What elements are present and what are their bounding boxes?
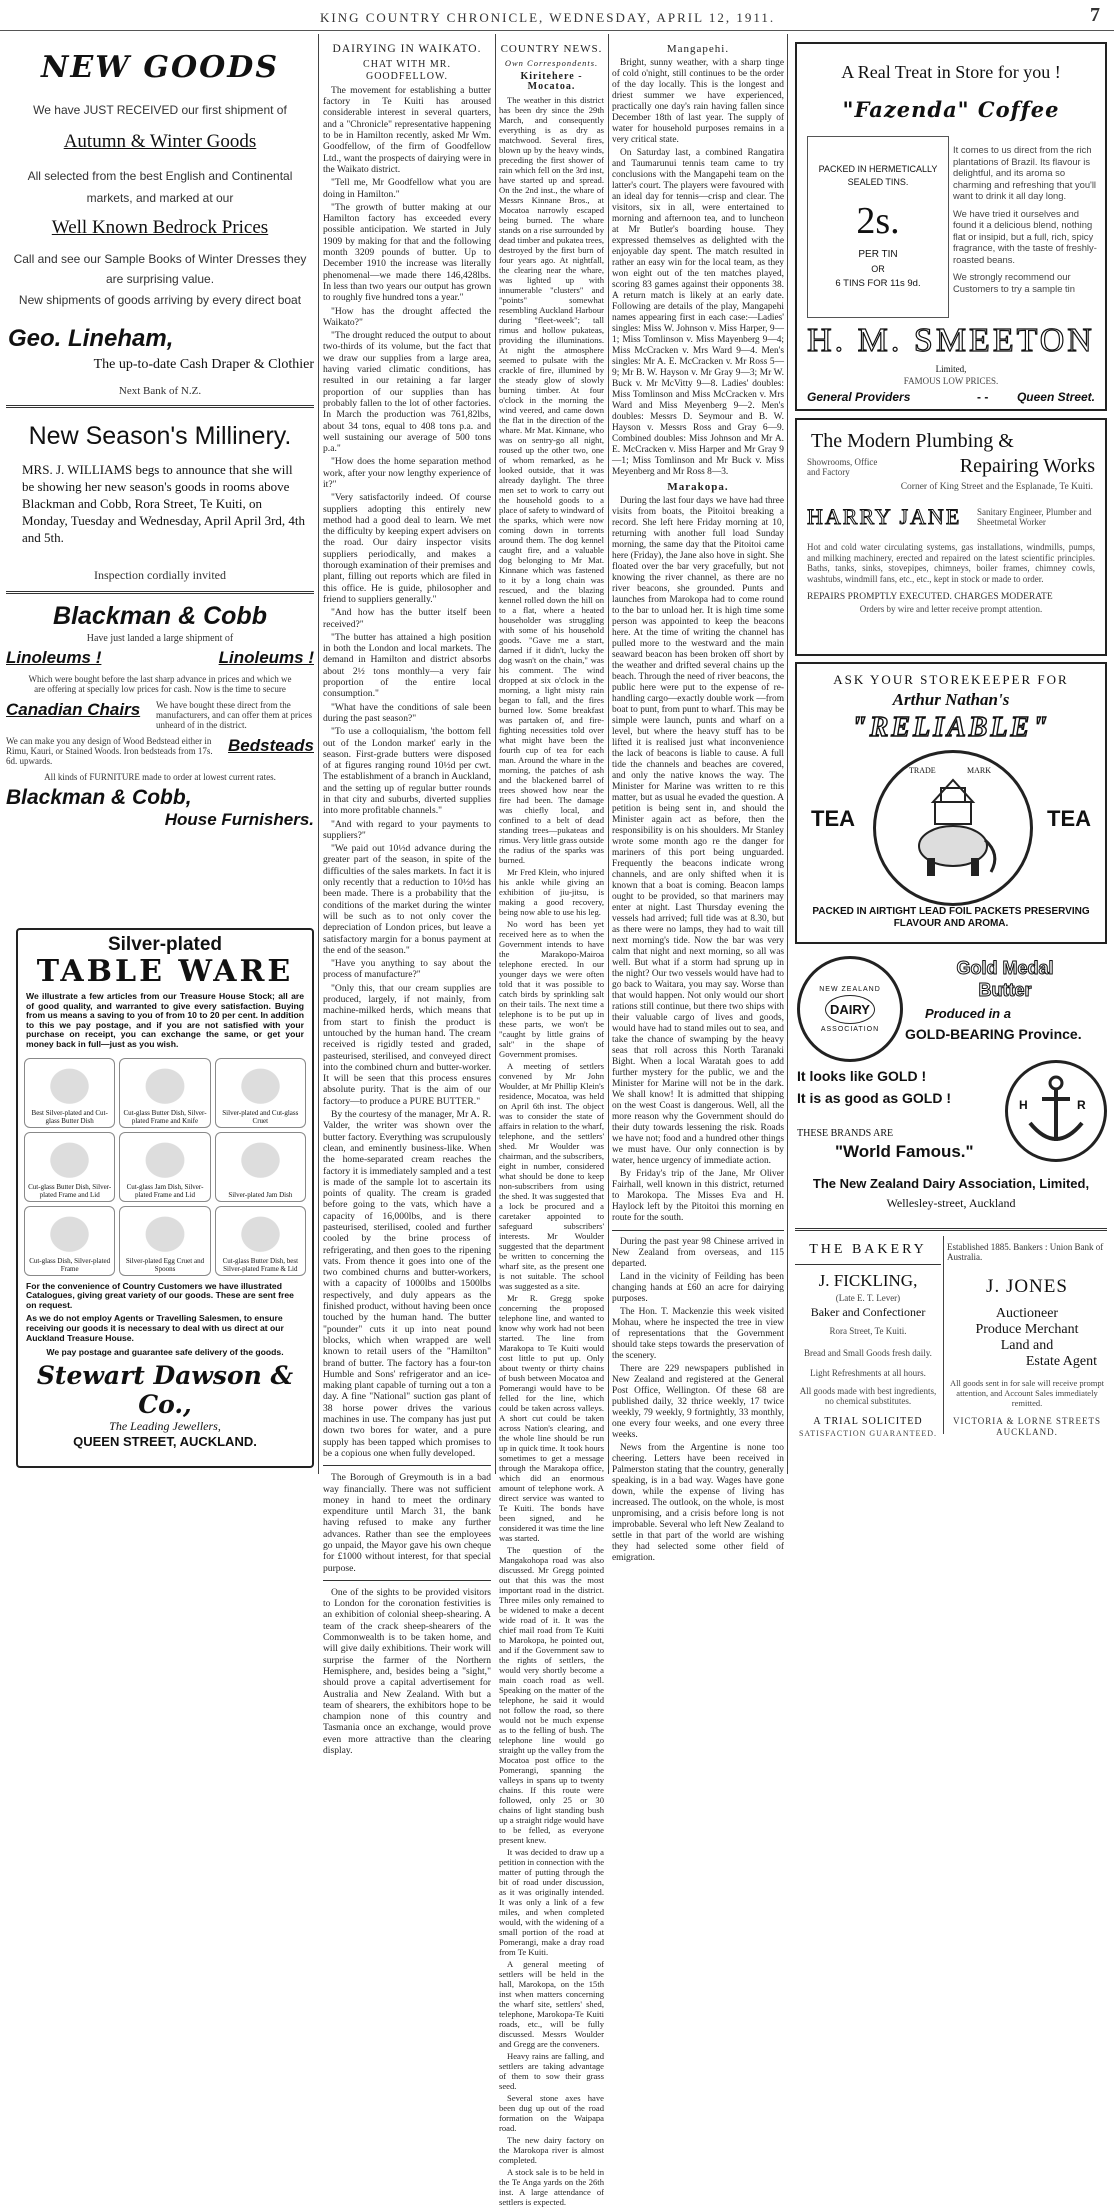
ad-plumbing (795, 418, 1107, 656)
divider (795, 1228, 1107, 1231)
mangapehi-title: Mangapehi. (666, 43, 730, 55)
marakopa-title: Marakopa. (667, 481, 729, 493)
millinery-footer: Inspection cordially invited (94, 568, 226, 582)
smeeton-general: General Providers (807, 390, 911, 404)
article-paragraph: "The drought reduced the output to about two-thirds of its volume, but the fact that we draw our supplies from a large area, having varied climatic conditions, has resulted in our retaining a far larger proportion of our supplies than has probably fallen to the lot of other factories. In March the production was 761,82lbs, about 34 tons, equal to 408 tons p.a. and well sustaining our average of 500 tons p.a." (323, 330, 491, 455)
divider (323, 1580, 491, 1581)
bedsteads-body: We can make you any design of Wood Bedstead either in Rimu, Kauri, or Stained Woods. Iron bedsteads from 17s. 6d. upwards. (6, 736, 213, 766)
left-ads-column (6, 40, 314, 1476)
butter-good: It is as good as GOLD ! (797, 1090, 952, 1106)
article-paragraph: One of the sights to be provided visitors to London for the coronation festivities is an exhibition of colonial sheep-shearing. A team of the crack sheep-shearers of the Commonwealth is to be taken home, and will give daily exhibitions. Their work will surprise the farmer of the Northern Hemisphere, and, besides being a "sight," should prove a capital advertisement for Australia and New Zealand. With but a team of shearers, the exhibitors hope to be champion none of this country and Tasmania once an exchange, would prove even more attractive than the clearing display. (323, 1586, 491, 1757)
tableware-item (119, 1206, 210, 1276)
tableware-item (24, 1058, 115, 1128)
article-paragraph: "And how has the butter itself been received?" (323, 607, 491, 630)
tea-packed: PACKED IN AIRTIGHT LEAD FOIL PACKETS PRESERVING FLAVOUR AND AROMA. (812, 906, 1090, 929)
tea-name: Arthur Nathan's (892, 690, 1010, 709)
tableware-item (119, 1132, 210, 1202)
article-paragraph: It was decided to draw up a petition in connection with the matter of putting through the bit of road under discussion, as it was originally intended. It was only a link of a few miles, and when completed would, with the widening of a small portion of the road at Pomerangi, make a dray road from Te Kuiti. (499, 1847, 605, 1957)
country-news-column (499, 40, 605, 2207)
article-paragraph: "How has the drought affected the Waikato?" (323, 305, 491, 328)
plumbing-headline-2: Repairing Works (959, 455, 1095, 477)
article-paragraph: The question of the Mangakohopa road was also discussed. Mr Gregg pointed out that this was the most important road in the district. Three miles only remained to be widened to make a decent wide road of it. It was the chief mail road from Te Kuiti to Marokopa, he pointed out, and if the Government saw to the rights of settlers, the would very shortly become a main coach road as well. Speaking on the matter of the telephone, he said it would not follow the road, so there would not be much expense as to the felling of bush. The telephone line would go straight up the valley from the Mocatoa post office to the Pomerangi, spanning the valleys in spans up to twenty chains. If this route were followed, only 25 or 30 chains of light standing bush up a straight ridge would have to be felled, as everyone present knew. (499, 1545, 604, 1845)
blackman-footer-tag: House Furnishers. (164, 810, 314, 829)
coffee-desc-1: It comes to us direct from the rich plantations of Brazil. Its flavour is delightful, and its aroma so charming and refreshing that you'll want to drink it all day long. (953, 144, 1097, 201)
plumbing-headline-1: The Modern Plumbing & (811, 430, 1014, 452)
bedsteads-headline: Bedsteads (228, 736, 314, 755)
dairying-sub: CHAT WITH MR. GOODFELLOW. (363, 59, 451, 82)
dairying-column (323, 40, 491, 1757)
bakery-satisfaction: SATISFACTION GUARANTEED. (798, 1429, 938, 1438)
smeeton-street: Queen Street. (1016, 390, 1095, 404)
tea-left-label: TEA (811, 806, 855, 831)
new-goods-body3: New shipments of goods arriving by every direct boat (18, 293, 302, 307)
ad-tableware (16, 928, 314, 1468)
article-paragraph: "Very satisfactorily indeed. Of course suppliers adopting this entirely new method had a good deal to learn. We met the difficulty by keeping expert advisers on the road. Our dairy inspector visits suppliers periodically, and makes a thorough examination of their premises and plant, filling out reports which are filed in this office. He is guide, philosopher and friend to suppliers generally." (323, 492, 491, 605)
tableware-headline: TABLE WARE (36, 954, 294, 989)
plumbing-orders: Orders by wire and letter receive prompt attention. (859, 604, 1043, 614)
blackman-sub: Have just landed a large shipment of (86, 633, 234, 644)
article-paragraph: A stock sale is to be held in the Te Anga yards on the 26th inst. A large attendance of settlers is expected. (499, 2167, 604, 2207)
jones-body: All goods sent in for sale will receive prompt attention, and Account Sales immediately remitted. (950, 1378, 1104, 1408)
plumbing-body: Hot and cold water circulating systems, gas installations, windmills, pumps, and milking machinery, erected and repaired on the latest scientific principles. Baths, tanks, sinks, stovepipes, chimneys, boiler frames, chimney cowls, washtubs, windmill fans, etc., etc., kept in stock or made to order. (807, 542, 1095, 584)
article-paragraph: Land in the vicinity of Feilding has been changing hands at £60 an acre for dairying purposes. (612, 1272, 784, 1304)
seal-top: NEW ZEALAND (819, 985, 881, 993)
article-paragraph: The weather in this district has been dry since the 29th March, and consequently everything is as dry as matchwood. Several fires, blown up by the heavy winds, preceding the first shower of rain which fell on the 3rd inst, have started up and spread. On the 2nd inst., the whare of Messrs Kinnane Bros., at Mocatoa narrowly escaped being burned. The whare stands on a rise surrounded by dead timber and pukatea trees, destroyed by the first burn of four years ago. At nightfall, the clearing near the whare, was lighted up with innumerable "clusters" and "points" somewhat resembling Auckland Harbour during "fleet-week"; tall rimus and hollow pukateas, providing the illuminations. At night the atmosphere seemed to pulsate with the crackle of fire, illumined by the steady glow of slowly burning timber. At four o'clock in the morning the wind veered, and came down the flat in the direction of the whare. Mr Mat. Kinnane, who was on sentry-go all night, roused up the other two, one of whom remarked, as he looked outside, that it was already daylight. The three men set to work to carry out the household goods to a place of safety to windward of the sparks, which were now coming down in torrents around them. The dog kennel caught fire, and a valuable dog belonging to Mr Mat. Kinnane which was fastened to it by a long chain was rescued, and the blazing kennel rolled down the hill on to a flat, where a heated householder was struggling with some of his household goods. "Gave me a start, darned if it didn't, lucky the dog wasn't on the chain," was his comment. The wind dropped at six o'clock in the morning, a light misty rain began to fall, and the fires burned low. Some breakfast was partaken of, and fire-fighting necessities told over what might have been the fourth cup of tea for each man. Around the whare in the morning, the patches of ash and the blackened barrel of trees showed how near the fire had been. The damage was chiefly local, and confined to a belt of dead standing trees—pukateas and rimus. Very little grass outside the radius of the sparks was burned. (499, 95, 604, 865)
plumbing-corner: Corner of King Street and the Esplanade, Te Kuiti. (900, 482, 1093, 492)
article-paragraph: "And with regard to your payments to suppliers?" (323, 818, 491, 841)
article-paragraph: By the courtesy of the manager, Mr A. R. Valder, the writer was shown over the butter factory. Everything was scrupulously clean, and eminently business-like. When the home-separated cream reaches the factory it is immediately sampled and a test is made of the sample lot to ascertain its points of quality. The cream is graded before going to the vats, which have a capacity of 16,000lbs, and is there pasteurised, sterilised, cooled and further cooled by the brine process of refrigerating, and then goes to the ripening vats. From thence it goes into one of the two combined churns and butter-workers, with a capacity of 1000lbs and 1500lbs respectively, and duly appears as the finished product, without having been once touched by the human hand. The butter "pounder" cuts it up into neat pound blocks, which when wrapped are well known to retail users of the "Hamilton" brand of butter. The factory has a four-ton Humble and Sons' refrigerator and an ice-making plant capable of turning out a ton a day. A fine "National" suction gas plant of 38 horse power drives the various machines in use. The company has just put down two bores for water, and a pure supply has been tapped which promises to be a copious one when fully developed. (323, 1109, 491, 1459)
furniture-body: All kinds of FURNITURE made to order at lowest current rates. (44, 772, 276, 782)
article-paragraph: The Borough of Greymouth is in a bad way financially. There was not sufficient money in hand to meet the ordinary expenditure until March 31, the bank having refused to make any further advances. Rather than see the employees go unpaid, the Mayor gave his own cheque for £1000 without interest, for that special purpose. (323, 1472, 491, 1574)
smeeton-dash: - - (977, 390, 989, 404)
article-paragraph: "Have you anything to say about the process of manufacture?" (323, 958, 491, 981)
ad-blackman-cobb (6, 602, 314, 830)
tableware-item (215, 1206, 306, 1276)
article-paragraph: During the past year 98 Chinese arrived in New Zealand from overseas, and 115 departed. (612, 1237, 784, 1269)
linoleums-left: Linoleums ! (6, 648, 102, 667)
country-news-title: COUNTRY NEWS. (500, 43, 603, 55)
page-number: 7 (1090, 4, 1100, 26)
coffee-desc-3: We strongly recommend our Customers to try a sample tin (953, 271, 1075, 294)
tableware-item-label: Cut-glass Jam Dish, Silver-plated Frame and Lid (126, 1182, 204, 1199)
butter-brands: THESE BRANDS ARE (797, 1128, 894, 1139)
jones-t4: Estate Agent (1025, 1354, 1097, 1369)
new-goods-line1: Autumn & Winter Goods (63, 131, 257, 152)
tea-trademark-icon (873, 750, 1033, 906)
butter-title-2: Butter (978, 980, 1032, 1000)
tableware-grid (18, 1054, 312, 1280)
article-paragraph: The Hon. T. Mackenzie this week visited Mohau, where he inspected the tree in view of representations that the Government should take steps towards the preservation of the scenery. (612, 1307, 784, 1361)
smeeton-prices: FAMOUS LOW PRICES. (903, 376, 999, 386)
bakery-goods: All goods made with best ingredients, no chemical substitutes. (799, 1386, 937, 1406)
tea-brand: "RELIABLE" (851, 712, 1051, 743)
plumbing-repairs: REPAIRS PROMPTLY EXECUTED. CHARGES MODERATE (807, 592, 1053, 602)
new-goods-line2: Well Known Bedrock Prices (51, 217, 269, 238)
article-paragraph: "What have the conditions of sale been during the past season?" (323, 701, 491, 724)
bakery-late: (Late E. T. Lever) (835, 1293, 901, 1303)
coffee-price-box (807, 136, 949, 318)
new-goods-headline: NEW GOODS (41, 50, 279, 85)
ad-new-goods (6, 50, 314, 397)
column-rule (943, 1236, 944, 1434)
coffee-description (953, 144, 1101, 294)
kiritehere-heading: Kiritehere - Mocatoa. (520, 71, 583, 92)
chairs-headline: Canadian Chairs (6, 700, 141, 719)
linoleums-right: Linoleums ! (218, 648, 314, 667)
divider (795, 1264, 941, 1265)
harry-jane-trade: Sanitary Engineer, Plumber and Sheetmetal Worker (977, 507, 1092, 527)
blackman-footer-name: Blackman & Cobb, (6, 786, 192, 809)
bakery-trial: A TRIAL SOLICITED (813, 1416, 923, 1427)
tea-mark: MARK (967, 766, 992, 775)
tableware-pre: Silver-plated (107, 934, 223, 955)
ad-jones (947, 1234, 1107, 1437)
seal-bot: ASSOCIATION (820, 1025, 880, 1033)
bakery-street: Rora Street, Te Kuiti. (829, 1326, 907, 1336)
article-paragraph: The new dairy factory on the Marokopa river is almost completed. (499, 2135, 604, 2165)
article-paragraph: "The growth of butter making at our Hamilton factory has exceeded every possible anticipation. We started in July 1909 by making for that and the following month 3209 pounds of butter. Up to December 1910 the increase was literally phenomenal—we made there 146,428lbs. In less than two years our output has grown to roughly five hundred tons a year." (323, 201, 491, 304)
tableware-item-label: Cut-glass Butter Dish, Silver-plated Frame and Lid (28, 1182, 112, 1199)
coffee-price: 2s. (856, 200, 900, 242)
tableware-item-label: Silver-plated Jam Dish (228, 1190, 293, 1199)
dairy-assoc-name: The New Zealand Dairy Association, Limited, (812, 1176, 1090, 1191)
divider (6, 405, 314, 408)
smeeton-limited: Limited, (935, 364, 967, 374)
linoleums-body: Which were bought before the last sharp advance in prices and which we are offering at specially low prices for cash. Now is the time to secure (28, 674, 292, 694)
elephant-pagoda-icon (893, 768, 1013, 888)
new-goods-body2: Call and see our Sample Books of Winter Dresses they are surprising value. (13, 252, 307, 286)
article-paragraph: News from the Argentine is none too cheering. Letters have been received in Palmerston stating that the country, generally speaking, is in a bad way. Wages have gone down, while the expense of living has increased. The outlook, on the whole, is most unpromising, and a crisis before long is not improbable. Several who left New Zealand to settle in that part of the world are wishing they had selected some other field of emigration. (612, 1443, 784, 1563)
bakery-refresh: Light Refreshments at all hours. (810, 1368, 926, 1378)
stewart-dawson-name: Stewart Dawson & Co., (36, 1361, 294, 1420)
coffee-headline: A Real Treat in Store for you ! (841, 62, 1061, 82)
bakery-name: J. FICKLING, (818, 1271, 918, 1290)
bakery-trade: Baker and Confectioner (810, 1305, 926, 1319)
jones-t3: Land and (1000, 1338, 1054, 1353)
tableware-item (24, 1132, 115, 1202)
tea-ask: ASK YOUR STOREKEEPER FOR (833, 672, 1069, 687)
tableware-catalogue: For the convenience of Country Customers we have illustrated Catalogues, giving great variety of our goods. These are sent free on request. (26, 1280, 294, 1310)
article-paragraph: Several stone axes have been dug up out of the road formation on the Waipapa road. (499, 2093, 604, 2133)
article-paragraph: Heavy rains are falling, and settlers are taking advantage of them to sow their grass seed. (499, 2051, 604, 2091)
bakery-bread: Bread and Small Goods fresh daily. (804, 1348, 932, 1358)
jones-name: J. JONES (986, 1276, 1068, 1297)
tea-trade: TRADE (909, 766, 936, 775)
coffee-six-tins: 6 TINS FOR 11s 9d. (835, 278, 921, 289)
tableware-postage: We pay postage and guarantee safe delivery of the goods. (46, 1347, 284, 1358)
lineham-address: Next Bank of N.Z. (118, 385, 202, 397)
tableware-intro: We illustrate a few articles from our Treasure House Stock; all are of good quality, and warranted to give every satisfaction. Buying from us means a saving to you of from 10 to 20 per cent. In addition to this we pay postage, and if you are not satisfied with your purchase on receipt, you can exchange the same, or get your money back in full—just as you wish. (26, 991, 304, 1049)
column-rule (608, 34, 609, 1474)
ad-millinery (6, 422, 314, 583)
stewart-dawson-tag: The Leading Jewellers, (109, 1419, 221, 1434)
bakery-title: THE BAKERY (809, 1242, 927, 1257)
jones-t2: Produce Merchant (975, 1322, 1079, 1337)
mangapehi-column (612, 40, 784, 1563)
article-paragraph: No word has been yet received here as to when the Government intends to have the Marakopo-Mairoa telephone erected. In our younger days we were often told that it was possible to catch birds by sprinkling salt on their tails. The next time a telephone is to be put up in these parts, we won't be "caught by little grains of salt" in the shape of Government promises. (499, 919, 604, 1059)
tableware-item (119, 1058, 210, 1128)
column-rule (318, 34, 319, 1474)
article-paragraph: During the last four days we have had three visits from boats, the Pitoitoi breaking a record. She left here Friday morning at 10, returning with another full load Sunday morning, the same day that the Pitoitoi came here (Friday), the Jane also hove in sight. She floated over the bar very gracefully, but not knowing the river channel, as there are no river beacons, she grounded. Punts and launches from Marokopa had to come round to the bar to unload her. It is high time some person was appointed to keep the beacons here. At the time of writing the channel has pulled more to the westward and the main seaward beacon has been broken off short by the weather and drifted several chains up the beach. Through the need of river beacons, the public here were put to the expense of re-handling cargo—exactly double work —from boat to punt, from punt to wharf. This may be simple were launch, punts and wharf on a level, but where the heavy stuff has to be lifted it is realised just what inconvenience the lack of beacons is liable to cause. A full tide the channels and beaches are covered, and only the native knows the way. The Minister for Marine was written to re this matter, but as usual he evaded the question. A petition is being sent in, and should the Minister again act as before, then the responsibility is on his shoulders. Mr Stanley wrote some month ago re the danger for mariners of this port being unguarded. Frequently the beacons indicate wrong channels, and are only shifted when it is known that a boat is coming. Beacon lamps ought to be provided, so that mariners may enter at night. Last Thursday evening the vessels had arrived; full tide was at 8.30, but as there were no lamps, they had to wait till next morning's tide. Now the bar was very calm that night and next morning, so all was well. But what if a storm had sprung up in the night? Our two vessels would have had to go back to Waitara, you may say. Worse than that would happen. Not only would our short rations still continue, but there two ships with their valuable cargo of lives and goods, would have had to stand miles out to sea, and take the chance of swamping by the heavy seas that roll across this North Taranaki Bight. When a local Waratah goes to add further mystery for the public, we and the Minister for Marine will not be in the dark. We shall know! It is admitted that shipping on the west Coast is dangerous. Well, all the more reason why the Government should do their duty towards lessening the risk. Roads we have not; food and a hundred other things we must have. Our only connection is by water, hence urgency of immediate action. (612, 496, 784, 1166)
jones-t1: Auctioneer (995, 1306, 1059, 1321)
tableware-item-label: Cut-glass Dish, Silver-plated Frame (29, 1256, 111, 1273)
jones-address: VICTORIA & LORNE STREETS AUCKLAND. (952, 1416, 1102, 1437)
article-paragraph: Mr R. Gregg spoke concerning the proposed telephone line, and wanted to know why work had not been started. The line from Marakopa to Te Kuiti would cost little to put up. Only about twenty or thirty chains of bush between Mocatoa and Pomerangi would have to be felled for the line, which could be taken across valleys. A short cut could be taken across Nation's clearing, and the whole line should be run up in quick time. It took hours sometimes to get a message through the Marakopa office, which did an enormous amount of telephone work. A direct service was wanted to Te Kuiti. The bonds have been signed, and he considered it was time the line was started. (499, 1293, 604, 1543)
article-paragraph: "To use a colloquialism, 'the bottom fell out of the London market' early in the season. First-grade butters were disposed of at figures ranging round 10½d per cwt. The establishment of a branch in Auckland, and the setting up of regular butter rounds in that city and suburbs, diverted supplies into more profitable channels." (323, 726, 491, 817)
coffee-or: OR (871, 264, 885, 274)
new-goods-body1: All selected from the best English and Continental markets, and marked at our (27, 169, 293, 205)
article-paragraph: On Saturday last, a combined Rangatira and Taumarunui tennis team came to try conclusions with the Mangapehi team on the latter's court. The players were favoured with an ideal day for tennis—crisp and clear. The visitors, six in all, were entertained to morning and afternoon tea, and to luncheon at Mr Butler's boarding house. They expressed themselves as delighted with the enjoyable day spent. The match resulted in rather an easy win for the local team, as they won eight out of the ten matches played, scoring 83 games against their opponents 38. A return match is likely at an early date. Following are details of the play, Mangapehi names appearing first in each case:—Ladies' singles: Miss W. Johnson v. Miss Harper, 9—1; Miss Tomlinson v. Miss Mayenberg 9—4; Miss McCracken v. Mrs Ward 9—4. Men's singles: Mr A. E. McCracken v. Mr Ross 5—9; Mr B. W. Hayson v. Mr Gray 9—3; Mr W. Buck v. Mr McVitty 9—8. Ladies' doubles: Miss Tomlinson and Miss McCracken v. Mrs Ward and Miss Meyenberg 9—2. Men's doubles: Messrs D. Seymour and B. W. Hayson v. Messrs Ross and Gray 6—9. Combined doubles: Miss Johnson and Mr A. E. McCracken v. Miss Harper and Mr Gray 9—1; Miss Tomlinson and Mr Buck v. Miss Meyenberg and Mr Ross 8—3. (612, 148, 784, 477)
article-paragraph: A general meeting of settlers will be held in the hall, Marokopa, on the 15th inst when matters concerning the wharf site, settlers' shed, telephone, Marokopa-Te Kuiti roads, etc., will be fully discussed. Messrs Woulder and Gregg are the conveners. (499, 1959, 604, 2049)
tableware-item-label: Cut-glass Butter Dish, best Silver-plated Frame & Lid (222, 1256, 299, 1273)
tableware-item (24, 1206, 115, 1276)
masthead-rule (0, 30, 1114, 31)
coffee-brand: "Fazenda" Coffee (842, 97, 1060, 122)
coffee-desc-2: We have tried it ourselves and found it a delicious blend, nothing flat or insipid, but a full, rich, spicy fragrance, with the taste of freshly-roasted beans. (953, 207, 1097, 265)
article-paragraph: A meeting of settlers convened by Mr John Woulder, at Mr Phillip Klein's residence, Mocatoa, was held on April 6th inst. The object was to consider the state of affairs in relation to the wharf, telephone, and the settlers' shed. Mr Woulder was chairman, and the subscribers, eight in number, considered what should be done to keep non-subscribers from using the shed. It was suggested that a lock be procured and a caretaker appointed to safeguard subscribers' interests. Mr Woulder suggested that the department be written to concerning the wharf site, as the present one is not suitable. The school was suggested as a site. (499, 1061, 604, 1291)
article-paragraph: "How does the home separation method work, after your now lengthy experience of it?" (323, 456, 491, 490)
tableware-item (215, 1132, 306, 1202)
article-paragraph: By Friday's trip of the Jane, Mr Oliver Fairhall, well known in this district, returned to Marokopa. The Misses Eva and H. Haylock left by the Pitoitoi this morning en route for the south. (612, 1169, 784, 1223)
lineham-name: Geo. Lineham, (8, 325, 174, 352)
tableware-item-label: Silver-plated and Cut-glass Cruet (222, 1108, 299, 1125)
dairy-association-seal (797, 956, 903, 1062)
millinery-headline: New Season's Millinery. (28, 422, 292, 450)
country-news-sub: Own Correspondents. (504, 58, 599, 68)
butter-looks: It looks like GOLD ! (797, 1068, 927, 1084)
column-rule (787, 34, 788, 1474)
divider (6, 591, 314, 594)
plumbing-showrooms: Showrooms, Office and Factory (807, 456, 878, 477)
article-paragraph: "Tell me, Mr Goodfellow what you are doing in Hamilton." (323, 177, 491, 200)
lineham-tagline: The up-to-date Cash Draper & Clothier (93, 357, 314, 372)
tableware-item-label: Best Silver-plated and Cut-glass Butter Dish (31, 1108, 108, 1125)
dairying-title: DAIRYING IN WAIKATO. (332, 43, 482, 55)
ad-bakery (795, 1234, 941, 1438)
tableware-item-label: Cut-glass Butter Dish, Silver-plated Frame and Knife (123, 1108, 207, 1125)
butter-produced: Produced in a (925, 1006, 1011, 1021)
smeeton-name: H. M. SMEETON (807, 322, 1095, 359)
millinery-body: MRS. J. WILLIAMS begs to announce that she will be showing her new season's goods in rooms above Blackman and Cobb, Rora Street, Te Kuiti, on Monday, Tuesday and Wednesday, April April 3rd, 4th and 5th. (22, 462, 306, 545)
article-paragraph: Mr Fred Klein, who injured his ankle while giving an exhibition of jiu-jitsu, is making a good recovery, being now able to use his leg. (499, 867, 604, 917)
harry-jane-name: HARRY JANE (807, 504, 962, 529)
tableware-item-label: Silver-plated Egg Cruet and Spoons (125, 1256, 205, 1273)
divider (612, 1230, 784, 1231)
column-rule (495, 34, 496, 1474)
masthead (0, 0, 1114, 30)
tableware-agents: As we do not employ Agents or Travelling Salesmen, to ensure receiving our goods it is necessary to deal with us direct at our Auckland Treasure House. (26, 1313, 284, 1343)
new-goods-intro: We have JUST RECEIVED our first shipment of (33, 103, 287, 117)
seal-mid: DAIRY (825, 995, 875, 1024)
divider (323, 1465, 491, 1466)
stewart-dawson-address: QUEEN STREET, AUCKLAND. (73, 1434, 257, 1450)
butter-province: GOLD-BEARING Province. (905, 1026, 1082, 1042)
article-paragraph: "Only this, that our cream supplies are produced, largely, if not mainly, from machine-milked herds, which means that from start to finish the product is untouched by the human hand. The cream received is rigidly tested and graded, pasteurised, sterilised, and conveyed direct into the combined churn and butter-worker. It will be seen that this process ensures absolute purity. That is the aim of our factory—to produce a PURE BUTTER." (323, 982, 491, 1107)
anchor-h: H (1019, 1098, 1028, 1112)
ad-tea (795, 662, 1107, 944)
article-paragraph: There are 229 newspapers published in New Zealand and registered at the General Post Office, Wellington. Of these 68 are published daily, 32 thrice weekly, 17 twice weekly, 79 weekly, 9 fortnightly, 33 monthly, one every four weeks, and one every three weeks. (612, 1364, 784, 1440)
article-paragraph: "We paid out 10½d advance during the greater part of the season, in spite of the difficulties of the sales markets. In fact it is only recently that a reduction to 10½d has been made. There is a probability that the conditions of the market during the winter will be such as to not only cover the depreciation of London prices, but leave a satisfactory margin for a bonus payment at the end of the season." (323, 843, 491, 956)
chairs-body: We have bought these direct from the manufacturers, and can offer them at prices unheard of in the district. (156, 700, 313, 730)
tea-right-label: TEA (1047, 806, 1091, 831)
ad-butter (795, 950, 1107, 1225)
jones-est: Established 1885. Bankers : Union Bank of Australia. (947, 1242, 1104, 1262)
coffee-packed: PACKED IN HERMETICALLY SEALED TINS. (818, 164, 938, 187)
tableware-item (215, 1058, 306, 1128)
masthead-title: KING COUNTRY CHRONICLE, WEDNESDAY, APRIL 12, 1911. (320, 10, 776, 25)
blackman-headline: Blackman & Cobb (53, 602, 267, 630)
article-paragraph: "The butter has attained a high position in both the London and local markets. The demand in Hamilton and district absorbs about 2½ tons monthly—a very fair proportion of the entire local consumption." (323, 631, 491, 700)
anchor-r: R (1077, 1098, 1086, 1112)
dairy-assoc-street: Wellesley-street, Auckland (886, 1196, 1016, 1210)
butter-title-1: Gold Medal (956, 958, 1054, 978)
article-paragraph: The movement for establishing a butter factory in Te Kuiti has aroused considerable interest in several quarters, and a "Chronicle" representative happening to be in Hamilton recently, asked Mr Wm. Goodfellow, of the firm of Goodfellow Ltd., want the prospects of dairying were in the Waikato district. (323, 84, 491, 175)
article-paragraph: Bright, sunny weather, with a sharp tinge of cold o'night, still continues to be the order of the day locally. This is the longest and driest summer we have experienced, practically one day's rain having fallen since December 18th of last year. The supply of water for household purposes remains in a very critical state. (612, 58, 784, 145)
coffee-per-tin: PER TIN (858, 249, 898, 260)
ad-coffee (795, 42, 1107, 411)
butter-famous: "World Famous." (835, 1142, 974, 1161)
